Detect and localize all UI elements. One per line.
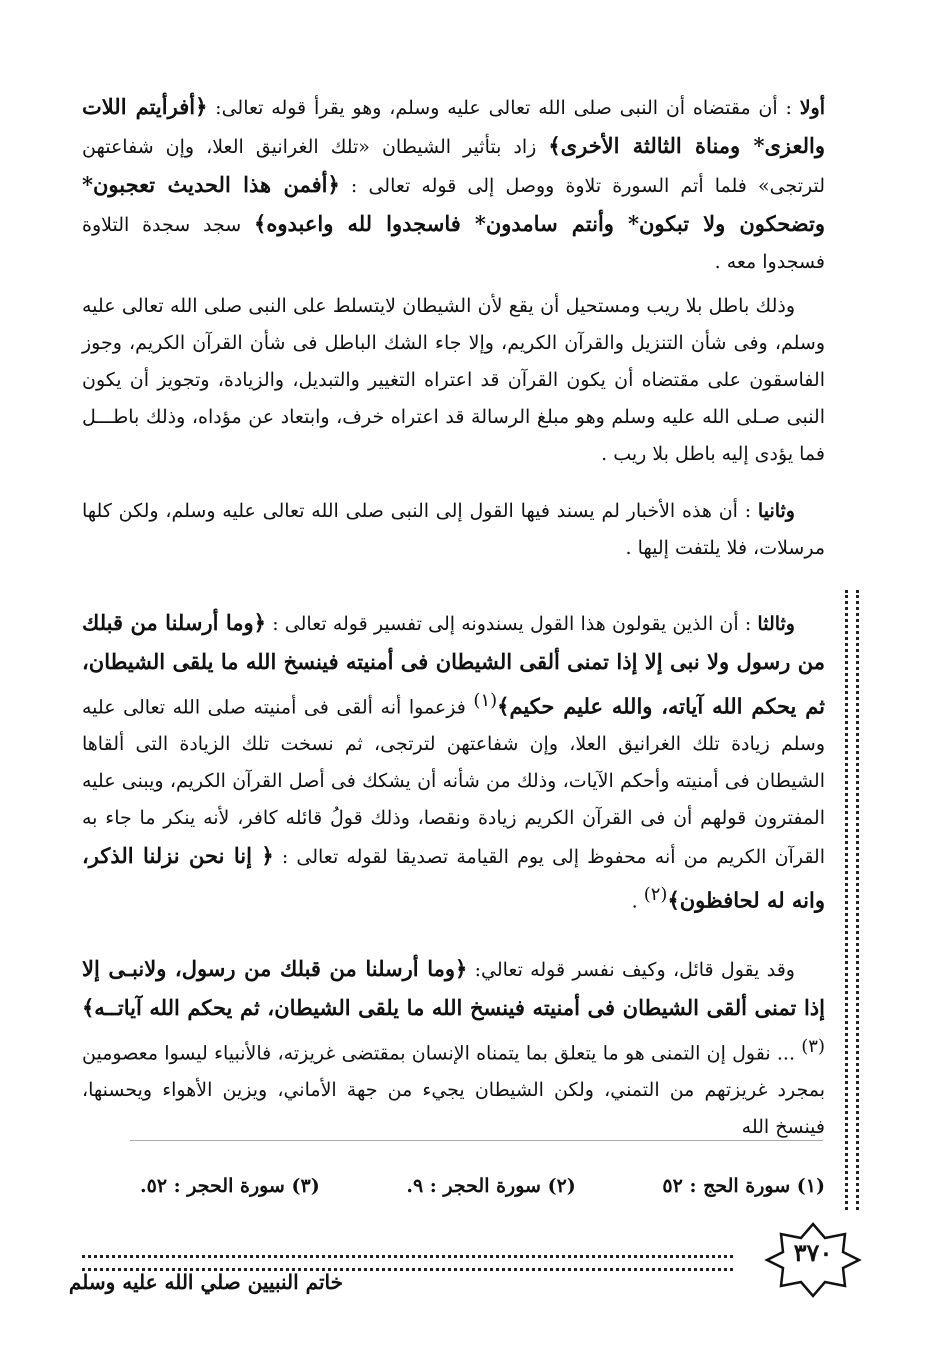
quran-verse: ﴿أفمن هذا الحديث تعجبون* وتضحكون ولا تبكون* وأنتم سامدون* فاسجدوا لله واعبدوه﴾ bbox=[82, 172, 825, 236]
paragraph-text: فزعموا أنه ألقى فى أمنيته صلى الله تعالى عليه وسلم زيادة تلك الغرانيق العلا، وإن شفاعتهن لترتجى، ثم نسخت تلك الزيادة التى ألقاها الشيطان فى أمنيته وأحكم الآيات، وذلك من شأنه أن يشكك فى أصل القرآن الكريم، ويبنى عليه المفترون قولهم أن فى القرآن الكريم زيادة ونقصا، وذلك قولُ قائله كافر، لأنه ينكر ما جاء به القرآن الكريم من أنه محفوظ إلى يوم القيامة تصديقا لقوله تعالى : bbox=[82, 696, 825, 869]
paragraph-text: : أن هذه الأخبار لم يسند فيها القول إلى النبى صلى الله تعالى عليه وسلم، ولكن كلها مرسلات، فلا يلتفت إليها . bbox=[82, 500, 825, 559]
paragraph-text: وقد يقول قائل، وكيف نفسر قوله تعالي: bbox=[467, 959, 795, 981]
paragraph-text: ... نقول إن التمنى هو ما يتعلق بما يتمناه الإنسان بمقتضى غريزته، فالأنبياء ليسوا معصومين بمجرد غريزتهم من التمني، ولكن الشيطان يجيء من جهة الأماني، ويزين الأهواء ويحسنها، فينسخ الله bbox=[82, 1042, 825, 1139]
footnote-ref: (٢) bbox=[643, 884, 668, 906]
footnote-ref: (٣) bbox=[801, 1036, 825, 1057]
paragraph-first bbox=[82, 88, 825, 281]
footnote-separator bbox=[130, 1140, 823, 1141]
footer-ornamental-bar bbox=[82, 1255, 733, 1271]
footnote-item: (١) سورة الحج : ٥٢ bbox=[662, 1175, 825, 1197]
footnotes bbox=[140, 1175, 825, 1197]
paragraph-text: : أن مقتضاه أن النبى صلى الله تعالى عليه وسلم، وهو يقرأ قوله تعالى: bbox=[207, 97, 800, 119]
paragraph-text: زاد بتأثير الشيطان «تلك الغرانيق العلا، وإن شفاعتهن لترتجى» فلما أتم السورة تلاوة ووصل إلى قوله تعالى : bbox=[82, 136, 825, 197]
quran-verse: ﴿ إنا نحن نزلنا الذكر، وانه له لحافظون﴾ bbox=[82, 843, 825, 913]
paragraph-lead: وثالثا bbox=[757, 613, 795, 635]
footnote-item: (٢) سورة الحجر : ٩. bbox=[406, 1175, 576, 1197]
paragraph-fifth bbox=[82, 950, 825, 1146]
paragraph-third bbox=[82, 493, 825, 567]
paragraph-lead: وثانيا bbox=[757, 500, 795, 522]
quran-verse: ﴿وما أرسلنا من قبلك من رسول، ولانبـى إلا إذا تمنى ألقى الشيطان فى أمنيته فينسخ الله ما يلقى الشيطان، ثم يحكم الله آياتــه﴾ bbox=[82, 956, 825, 1020]
quran-verse: ﴿وما أرسلنا من قبلك من رسول ولا نبى إلا إذا تمنى ألقى الشيطان فى أمنيته فينسخ الله ما يلقى الشيطان، ثم يحكم الله آياته، والله عليم حكيم﴾ bbox=[82, 610, 826, 719]
paragraph-second bbox=[82, 288, 825, 473]
paragraph-text: وذلك باطل بلا ريب ومستحيل أن يقع لأن الشيطان لايتسلط على النبى صلى الله تعالى عليه وسلم، وفى شأن التنزيل والقرآن الكريم، وإلا جاء الشك الباطل فى شأن القرآن الكريم، وجوز الفاسقون على مقتضاه أن يكون القرآن قد اعتراه التغيير والتبديل، والزيادة، وتجويز أن يكون النبى صـلى الله عليه وسلم وهو مبلغ الرسالة قد اعتراه خرف، وابتعاد عن مؤداه، وذلك باطـــل فما يؤدى إليه باطل بلا ريب . bbox=[82, 295, 825, 465]
paragraph-fourth bbox=[82, 604, 825, 921]
quran-verse: ﴿أفرأيتم اللات والعزى* ومناة الثالثة الأخرى﴾ bbox=[82, 94, 825, 158]
paragraph-text: . bbox=[631, 890, 644, 913]
page-number: ٣٧٠ bbox=[793, 1238, 833, 1267]
footnote-item: (٣) سورة الحجر : ٥٢. bbox=[140, 1175, 320, 1197]
paragraph-lead: أولا bbox=[799, 97, 825, 119]
footnote-ref: (١) bbox=[473, 690, 498, 711]
paragraph-text: سجد سجدة التلاوة فسجدوا معه . bbox=[82, 214, 825, 273]
running-footer-title: خاتم النبيين صلي الله عليه وسلم bbox=[68, 1270, 343, 1294]
paragraph-text: : أن الذين يقولون هذا القول يسندونه إلى تفسير قوله تعالى : bbox=[266, 613, 758, 635]
ornamental-border bbox=[845, 590, 859, 1210]
